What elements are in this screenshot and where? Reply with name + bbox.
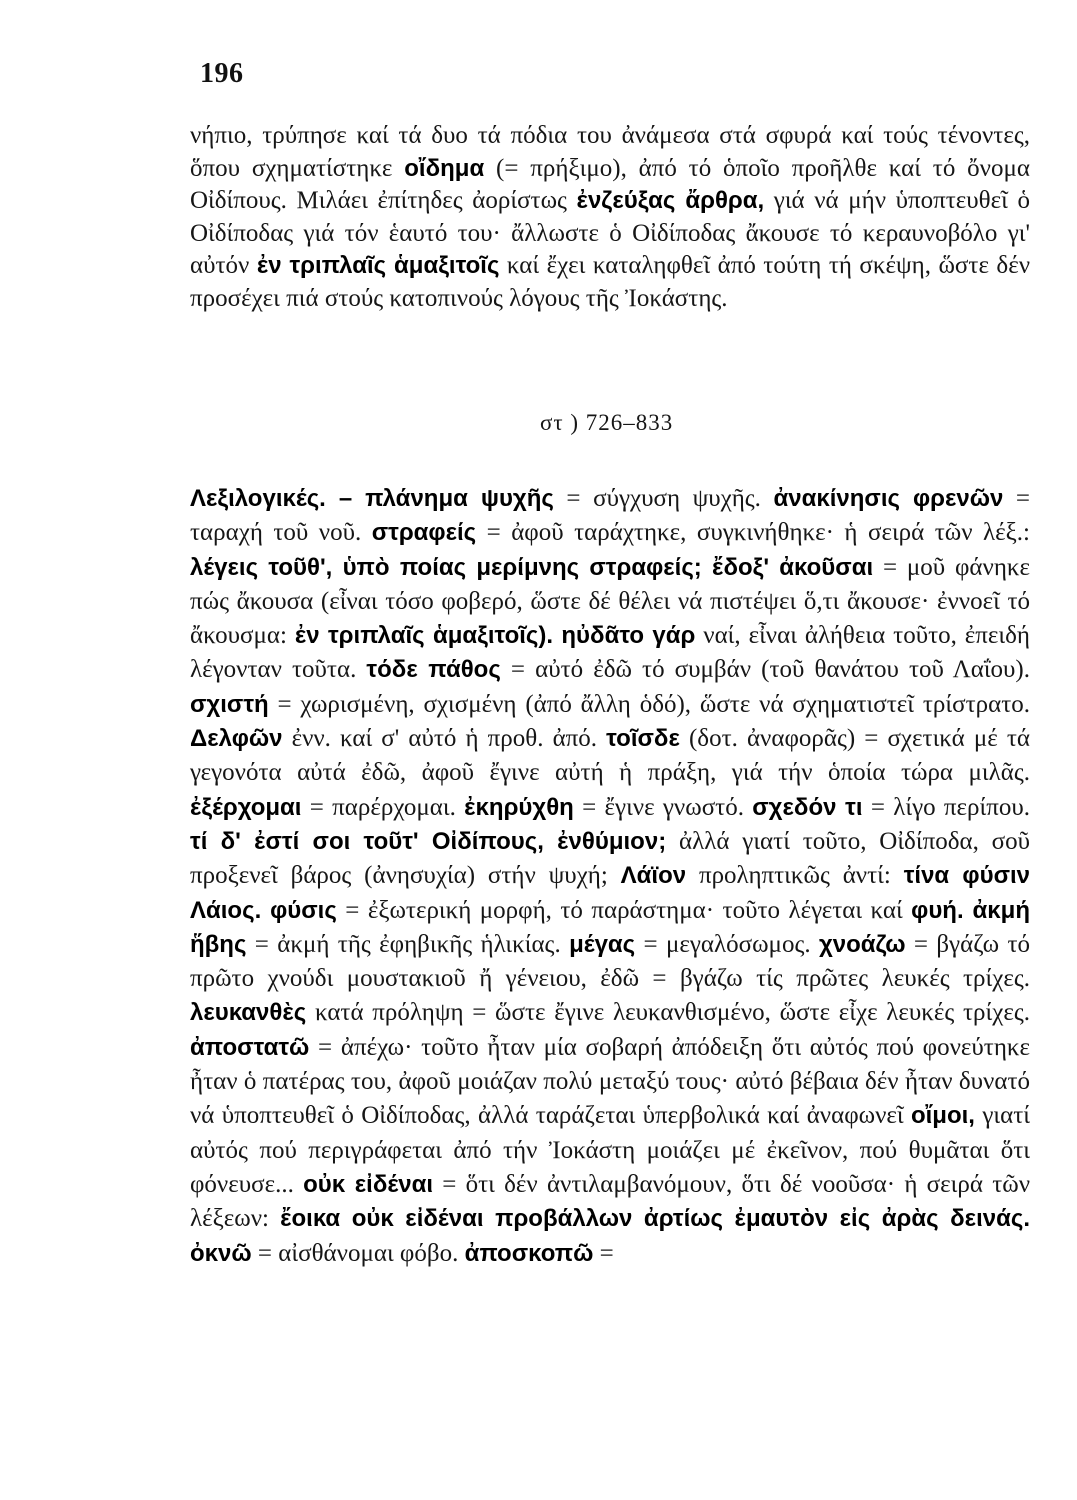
bold-term: λευκανθὲς	[190, 999, 307, 1027]
bold-term: Δελφῶν	[190, 725, 283, 753]
paragraph-segment: (δοτ. ἀναφορᾶς) = σχετικά μέ τά γεγονότα αὐτά ἐδῶ, ἀφοῦ ἔγινε αὐτή ἡ πράξη, γιά τήν ὁποία τώρα μιλᾶς.	[190, 725, 1031, 787]
paragraph-segment: = ἔγινε γνωστό.	[573, 793, 753, 821]
paragraph-segment: =	[593, 1239, 614, 1267]
bold-term: ἐν τριπλαῖς ἁμαξιτοῖς	[256, 252, 500, 279]
paragraph-segment: = σύγχυση ψυχῆς.	[553, 485, 774, 512]
paragraph-segment: = αὐτό ἐδῶ τό συμβάν (τοῦ θανάτου τοῦ Λαΐου).	[500, 656, 1030, 684]
paragraph-segment: νήπιο, τρύπησε καί τά δυο τά πόδια του ἀνάμεσα στά σφυρά καί τούς τένοντες, ὅπου σχηματίστηκε	[190, 122, 1030, 182]
paragraph-segment: = χωρισμένη, σχισμένη (ἀπό ἄλλη ὁδό), ὥστε νά σχηματιστεῖ τρίστρατο.	[268, 690, 1030, 718]
page-number: 196	[200, 58, 244, 89]
bold-term: ἔοικα οὐκ εἰδέναι προβάλλων ἀρτίως ἐμαυτὸν εἰς ἀρὰς δεινάς. ὀκνῶ	[190, 1205, 1030, 1267]
paragraph-segment: κατά πρόληψη = ὥστε ἔγινε λευκανθισμένο, ὥστε εἶχε λευκές τρίχες.	[306, 999, 1030, 1027]
paragraph-segment: = ἐξωτερική μορφή, τό παράστημα· τοῦτο λέγεται καί	[336, 896, 912, 924]
paragraph-segment: ἀλλά γιατί τοῦτο, Οἰδίποδα, σοῦ προξενεῖ βάρος (ἀνησυχία) στήν ψυχή;	[190, 827, 1030, 890]
bold-term: τίνα φύσιν Λάιος. φύσις	[190, 862, 1031, 924]
bold-term: στραφείς	[371, 519, 477, 547]
vocabulary-paragraph	[190, 482, 1030, 1271]
paragraph-segment: γιά νά μήν ὑποπτευθεῖ ὁ Οἰδίποδας γιά τόν ἑαυτό του· ἄλλωστε ὁ Οἰδίποδας ἄκουσε τό κεραυνοβόλο γι' αὐτόν	[190, 187, 1030, 279]
paragraph-segment: = βγάζω τό πρῶτο χνούδι μουστακιοῦ ἤ γένειου, ἐδῶ = βγάζω τίς πρῶτες λευκές τρίχες.	[190, 930, 1030, 993]
bold-term: ἐκηρύχθη	[464, 793, 574, 821]
paragraph-segment: = αἰσθάνομαι φόβο.	[251, 1239, 465, 1267]
paragraph-segment: προληπτικῶς ἀντί:	[686, 862, 904, 890]
bold-term: τί δ' ἐστί σοι τοῦτ' Οἰδίπους, ἐνθύμιον;	[190, 827, 667, 855]
bold-term: Λάϊον	[620, 862, 687, 890]
bold-term: ἐξέρχομαι	[190, 793, 302, 821]
paragraph-segment: = ταραχή τοῦ νοῦ.	[190, 485, 1030, 547]
bold-term: ἀνακίνησις φρενῶν	[773, 485, 1004, 512]
paragraph-segment: = μοῦ φάνηκε πώς ἄκουσα (εἶναι τόσο φοβερό, ὥστε δέ θέλει νά πιστέψει ὅ,τι ἄκουσε· ἐννοεῖ τό ἄκουσμα:	[190, 553, 1031, 650]
bold-term: οἴδημα	[404, 154, 485, 182]
bold-term: τόδε πάθος	[366, 656, 501, 684]
bold-term: φυή. ἀκμή ἥβης	[190, 896, 1030, 958]
paragraph-segment: = ὅτι δέν ἀντιλαμβανόμουν, ὅτι δέ νοοῦσα· ἡ σειρά τῶν λέξεων:	[190, 1170, 1031, 1233]
bold-term: ἀποστατῶ	[190, 1033, 310, 1061]
bold-term: ἀποσκοπῶ	[464, 1239, 594, 1267]
bold-term: ἐν τριπλαῖς ἁμαξιτοῖς). ηὐδᾶτο γάρ	[294, 622, 696, 650]
bold-term: οἴμοι,	[910, 1102, 975, 1130]
bold-term: σχεδόν τι	[752, 793, 863, 821]
paragraph-segment: καί ἔχει καταληφθεῖ ἀπό τούτη τή σκέψη, ὥστε δέν προσέχει πιά στούς κατοπινούς λόγους τῆς Ἰοκάστης.	[190, 252, 1031, 312]
bold-term: οὐκ εἰδέναι	[303, 1170, 433, 1198]
paragraph-segment: = λίγο περίπου.	[862, 793, 1030, 821]
paragraph-segment: = ἀφοῦ ταράχτηκε, συγκινήθηκε· ἡ σειρά τῶν λέξ.:	[476, 519, 1030, 547]
bold-term: λέγεις τοῦθ', ὑπὸ ποίας μερίμνης στραφείς; ἔδοξ' ἀκοῦσαι	[190, 553, 874, 581]
bold-term: μέγας	[569, 930, 636, 958]
bold-term: σχιστή	[190, 690, 269, 718]
commentary-paragraph	[190, 120, 1030, 315]
paragraph-segment: γιατί αὐτός πού περιγράφεται ἀπό τήν Ἰοκάστη μοιάζει μέ ἐκεῖνον, πού θυμᾶται ὅτι φόνευσε...	[190, 1102, 1030, 1198]
bold-term: Λεξιλογικές. – πλάνημα ψυχῆς	[190, 485, 554, 512]
paragraph-segment: = παρέρχομαι.	[301, 793, 465, 821]
paragraph-segment: = ἀπέχω· τοῦτο ἦταν μία σοβαρή ἀπόδειξη ὅτι αὐτός πού φονεύτηκε ἦταν ὁ πατέρας του, ἀφοῦ μοιάζαν πολύ μεταξύ τους· αὐτό βέβαια δέν ἦταν δυνατό νά ὑποπτευθεῖ ὁ Οἰδίποδας, ἀλλά ταράζεται ὑπερβολικά καί ἀναφωνεῖ	[190, 1033, 1030, 1130]
paragraph-segment: ναί, εἶναι ἀλήθεια τοῦτο, ἐπειδή λέγονταν τοῦτα.	[190, 622, 1031, 684]
paragraph-segment: ἐνν. καί σ' αὐτό ἡ προθ. ἀπό.	[282, 725, 607, 753]
bold-term: χνοάζω	[818, 930, 906, 958]
paragraph-segment: = μεγαλόσωμος.	[635, 930, 819, 958]
bold-term: ἐνζεύξας ἄρθρα,	[576, 187, 765, 214]
paragraph-segment: (= πρήξιμο), ἀπό τό ὁποῖο προῆλθε καί τό ὄνομα Οἰδίπους. Μιλάει ἐπίτηδες ἀορίστως	[190, 154, 1030, 214]
paragraph-segment: = ἀκμή τῆς ἐφηβικῆς ἡλικίας.	[246, 930, 570, 958]
section-heading: στ ) 726–833	[540, 410, 674, 435]
bold-term: τοῖσδε	[606, 725, 680, 753]
